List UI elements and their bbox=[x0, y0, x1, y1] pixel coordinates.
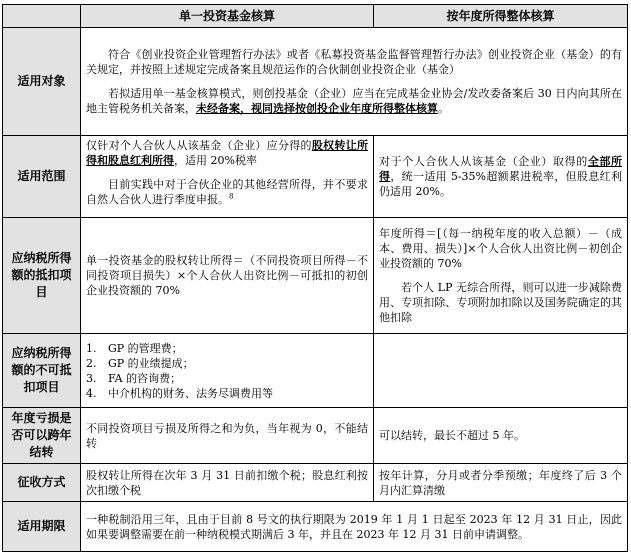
scope-single-para2 bbox=[86, 177, 368, 207]
scope-annual-rate: ，统一适用 5-35%超额累进税率，但股息红利仍适用 20%。 bbox=[379, 170, 622, 198]
applicable-subject-para2-text: 若拟适用单一基金核算模式，则创投基金（企业）应当在完成基金业协会/发改委备案后 30 日内向其所在地主管税务机关备案， bbox=[86, 87, 622, 115]
list-item-number: 4. bbox=[86, 386, 97, 400]
header-single-fund: 单一投资基金核算 bbox=[81, 5, 374, 28]
loss-single-content: 不同投资项目亏损及所得之和为负，当年视为 0，不能结转 bbox=[81, 408, 374, 464]
applicable-subject-para1: 符合《创业投资企业管理暂行办法》或者《私募投资基金监督管理暂行办法》创业投资企业（基金）的有关规定，并按照上述规定完成备案且规范运作的合伙制创业投资企业（基金） bbox=[86, 48, 622, 76]
scope-single-para1 bbox=[86, 138, 368, 168]
row-collection bbox=[3, 464, 628, 502]
deductible-single-formula: 单一投资基金的股权转让所得＝（不同投资项目所得－不同投资项目损失）×个人合伙人出资比例－可抵扣的初创企业投资额的 70% bbox=[86, 254, 368, 297]
row-deductible bbox=[3, 218, 628, 334]
period-content: 一种税制沿用三年，且由于目前 8 号文的执行期限为 2019 年 1 月 1 日起至 2023 年 12 月 31 日止，因此如果要调整需要在前一种纳税模式期满后 3 年，并且在 2023 年 12 月 31 日前申请调整。 bbox=[81, 502, 628, 552]
deductible-single-content bbox=[81, 218, 374, 334]
scope-single-note: 目前实践中对于合伙企业的其他经营所得，并不要求自然人合伙人进行季度申报。 bbox=[86, 178, 368, 206]
non-deductible-list bbox=[86, 341, 368, 401]
scope-single-text: 仅针对个人合伙人从该基金（企业）应分得的 bbox=[86, 139, 312, 152]
row-label: 应纳税所得额的抵扣项目 bbox=[3, 218, 81, 334]
row-label: 应纳税所得额的不可抵扣项目 bbox=[3, 334, 81, 408]
row-label: 年度亏损是否可以跨年结转 bbox=[3, 408, 81, 464]
row-label: 适用期限 bbox=[3, 502, 81, 552]
list-item-number: 3. bbox=[86, 371, 97, 385]
non-deductible-single-content bbox=[81, 334, 374, 408]
collection-single-content: 股权转让所得在次年 3 月 31 日前扣缴个税；股息红利按次扣缴个税 bbox=[81, 464, 374, 502]
list-item-number: 1. bbox=[86, 341, 97, 355]
scope-single-rate: ，适用 20%税率 bbox=[174, 154, 257, 167]
list-item-number: 2. bbox=[86, 356, 97, 370]
scope-single-content bbox=[81, 136, 374, 218]
tax-comparison-table bbox=[2, 4, 628, 552]
loss-annual-content: 可以结转，最长不超过 5 年。 bbox=[374, 408, 628, 464]
deductible-annual-formula: 年度所得＝[（每一纳税年度的收入总额）－（成本、费用、损失）]×个人合伙人出资比例－初创企业投资额的 70% bbox=[379, 227, 622, 270]
row-applicable-subject bbox=[3, 28, 628, 136]
scope-single-emphasis: 股权转让所得和股息红利所得 bbox=[86, 139, 369, 167]
list-item bbox=[86, 371, 368, 386]
row-scope bbox=[3, 136, 628, 218]
list-item bbox=[86, 386, 368, 401]
list-item-text: GP 的业绩提成； bbox=[108, 356, 194, 370]
footnote-marker: 8 bbox=[229, 192, 234, 201]
row-non-deductible bbox=[3, 334, 628, 408]
header-row bbox=[3, 5, 628, 28]
applicable-subject-content bbox=[81, 28, 628, 136]
list-item-text: 中介机构的财务、法务尽调费用等 bbox=[108, 386, 273, 400]
list-item bbox=[86, 341, 368, 356]
list-item bbox=[86, 356, 368, 371]
applicable-subject-para2-end: 。 bbox=[438, 102, 449, 115]
row-label: 适用范围 bbox=[3, 136, 81, 218]
deductible-annual-content bbox=[374, 218, 628, 334]
list-item-text: GP 的管理费； bbox=[108, 341, 183, 355]
non-deductible-annual-content bbox=[374, 334, 628, 408]
scope-annual-emphasis: 全部所得 bbox=[379, 155, 623, 183]
row-period bbox=[3, 502, 628, 552]
scope-annual-text: 对于个人合伙人从该基金（企业）取得的 bbox=[379, 155, 588, 168]
scope-annual-para bbox=[379, 154, 622, 199]
collection-annual-content: 按年计算，分月或者分季预缴；年度终了后 3 个月内汇算清缴 bbox=[374, 464, 628, 502]
row-label: 征收方式 bbox=[3, 464, 81, 502]
header-label-cell bbox=[3, 5, 81, 28]
header-annual-income: 按年度所得整体核算 bbox=[374, 5, 628, 28]
applicable-subject-para2-emphasis: 未经备案，视同选择按创投企业年度所得整体核算 bbox=[196, 102, 438, 115]
row-label: 适用对象 bbox=[3, 28, 81, 136]
row-loss-carryover bbox=[3, 408, 628, 464]
scope-annual-content bbox=[374, 136, 628, 218]
list-item-text: FA 的咨询费； bbox=[108, 371, 182, 385]
applicable-subject-para2 bbox=[86, 86, 622, 116]
deductible-annual-note: 若个人 LP 无综合所得，则可以进一步减除费用、专项扣除、专项附加扣除以及国务院确定的其他扣除 bbox=[379, 281, 622, 324]
